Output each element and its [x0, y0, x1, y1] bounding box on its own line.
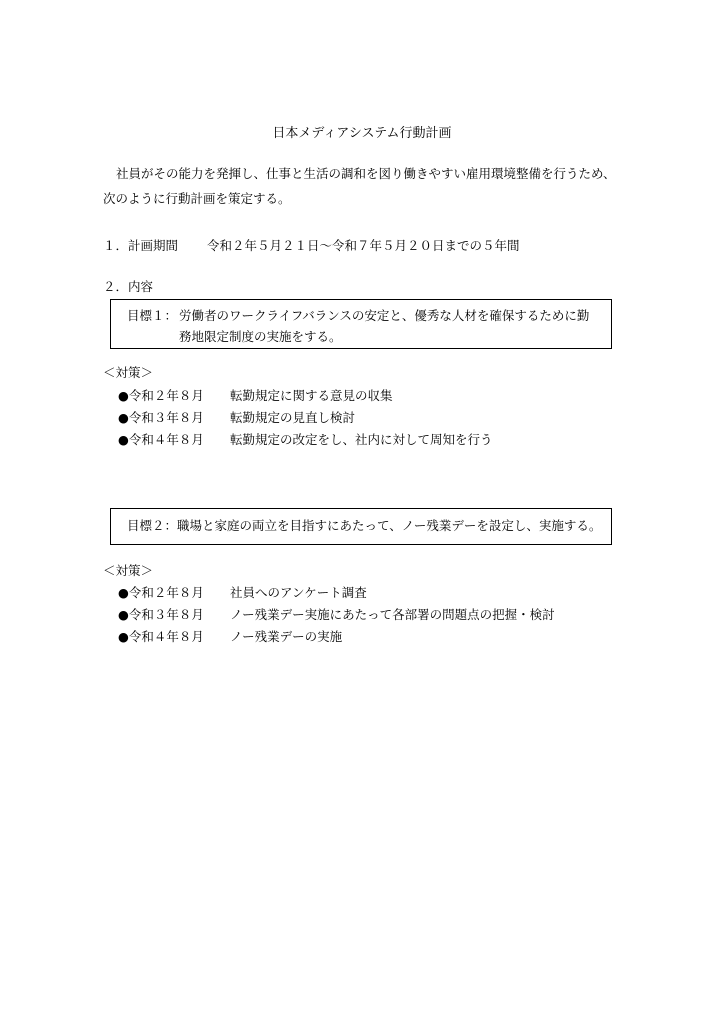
- measures-2-item-2-desc: ノー残業デー実施にあたって各部署の問題点の把握・検討: [230, 607, 555, 622]
- measures-1-heading: ＜対策＞: [103, 365, 154, 380]
- measures-1-item-3-desc: 転勤規定の改定をし、社内に対して周知を行う: [230, 432, 493, 447]
- document-title: 日本メディアシステム行動計画: [272, 126, 452, 141]
- goal-1-label: 目標１：: [127, 308, 178, 323]
- measures-1-item-3-date: ●令和４年８月: [118, 432, 204, 447]
- plan-period-label: １．計画期間: [103, 238, 179, 253]
- measures-1-item-1-date: ●令和２年８月: [118, 388, 204, 403]
- goal-1-text-line-2: 務地限定制度の実施をする。: [179, 329, 342, 344]
- measures-2-item-3-date: ●令和４年８月: [118, 629, 204, 644]
- measures-2-item-1-desc: 社員へのアンケート調査: [230, 585, 367, 600]
- measures-2-item-3-desc: ノー残業デーの実施: [230, 629, 343, 644]
- measures-1-item-2-desc: 転勤規定の見直し検討: [230, 410, 356, 425]
- measures-2-item-1-date: ●令和２年８月: [118, 585, 204, 600]
- intro-line-2: 次のように行動計画を策定する。: [103, 191, 291, 206]
- measures-2-heading: ＜対策＞: [103, 563, 154, 578]
- goal-1-text-line-1: 労働者のワークライフバランスの安定と、優秀な人材を確保するために勤: [179, 308, 590, 323]
- measures-2-item-2-date: ●令和３年８月: [118, 607, 204, 622]
- measures-1-item-1-desc: 転勤規定に関する意見の収集: [230, 388, 393, 403]
- content-heading: ２．内容: [103, 279, 154, 294]
- intro-line-1: 社員がその能力を発揮し、仕事と生活の調和を図り働きやすい雇用環境整備を行うため、: [116, 166, 616, 181]
- plan-period-value: 令和２年５月２１日～令和７年５月２０日までの５年間: [207, 238, 520, 253]
- goal-2-text: 目標２：職場と家庭の両立を目指すにあたって、ノー残業デーを設定し、実施する。: [127, 518, 602, 533]
- measures-1-item-2-date: ●令和３年８月: [118, 410, 204, 425]
